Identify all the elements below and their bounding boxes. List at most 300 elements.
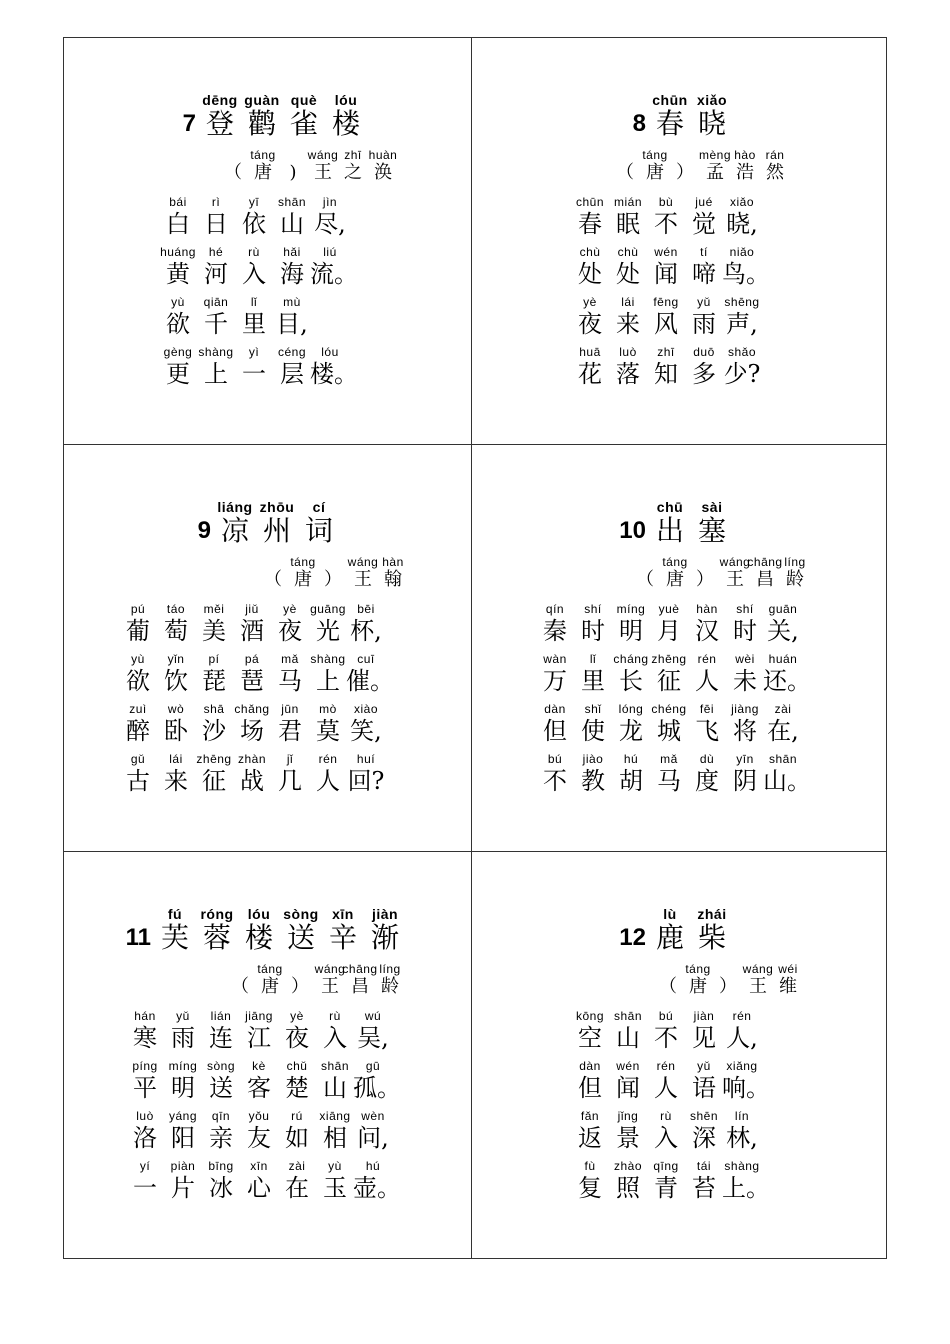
hanzi: 江 xyxy=(247,1024,271,1052)
pinyin: wén xyxy=(616,1059,640,1073)
hanzi: 龄 xyxy=(786,569,804,590)
title-syllable xyxy=(692,93,732,140)
pinyin: piàn xyxy=(170,1159,196,1173)
line-syllable xyxy=(194,752,234,795)
hanzi: 晓 xyxy=(697,107,726,140)
hanzi: 翰 xyxy=(384,569,402,590)
grid-divider-horizontal-1 xyxy=(64,444,886,445)
line-syllable xyxy=(725,702,765,745)
hanzi: 闻 xyxy=(654,260,678,288)
pinyin: xiāng xyxy=(319,1109,351,1123)
hanzi: 昌 xyxy=(351,976,369,997)
pinyin: fǎn xyxy=(580,1109,600,1123)
pinyin: lóu xyxy=(247,906,271,922)
line-syllable xyxy=(649,652,689,695)
pinyin: qiān xyxy=(203,295,229,309)
line-syllable xyxy=(272,245,312,288)
line-syllable xyxy=(272,345,312,388)
line-syllable xyxy=(353,1159,401,1202)
hanzi: 征 xyxy=(202,767,226,795)
hanzi: 催。 xyxy=(346,667,394,695)
hanzi: 尽, xyxy=(314,210,346,238)
pinyin: sài xyxy=(701,499,723,515)
line-syllable xyxy=(570,1109,610,1152)
pinyin: sòng xyxy=(283,906,319,922)
line-syllable xyxy=(570,245,610,288)
pinyin: jǐng xyxy=(617,1109,639,1123)
hanzi: 万 xyxy=(543,667,567,695)
line-syllable xyxy=(763,702,803,745)
hanzi: 处 xyxy=(578,260,602,288)
line-syllable xyxy=(158,195,198,238)
hanzi: 依 xyxy=(242,210,266,238)
hanzi: 人 xyxy=(654,1074,678,1102)
hanzi: 明 xyxy=(171,1074,195,1102)
pinyin: mù xyxy=(283,295,301,309)
line-syllable xyxy=(684,1109,724,1152)
title-syllable xyxy=(155,907,195,954)
pinyin: yáng xyxy=(168,1109,198,1123)
grid-divider-vertical xyxy=(471,38,472,1258)
line-syllable xyxy=(315,1109,355,1152)
pinyin: gū xyxy=(365,1059,381,1073)
line-syllable xyxy=(315,1009,355,1052)
hanzi: 夜 xyxy=(285,1024,309,1052)
pinyin: míng xyxy=(168,1059,198,1073)
hanzi: 不 xyxy=(654,1024,678,1052)
pinyin: yù xyxy=(171,295,185,309)
line-syllable xyxy=(201,1059,241,1102)
pinyin: wò xyxy=(167,702,185,716)
line-syllable xyxy=(234,345,274,388)
line-syllable xyxy=(239,1009,279,1052)
line-syllable xyxy=(649,702,689,745)
line-syllable xyxy=(611,652,651,695)
hanzi: 眠 xyxy=(616,210,640,238)
line-syllable xyxy=(535,702,575,745)
line-syllable xyxy=(315,1059,355,1102)
hanzi: 还。 xyxy=(763,667,811,695)
pinyin: mián xyxy=(613,195,642,209)
line-syllable xyxy=(684,1059,724,1102)
line-syllable xyxy=(608,1109,648,1152)
title-syllable xyxy=(200,93,240,140)
line-syllable xyxy=(194,702,234,745)
line-syllable xyxy=(158,345,198,388)
pinyin: táng xyxy=(685,962,711,976)
pinyin: què xyxy=(290,92,318,108)
pinyin: zhōu xyxy=(259,499,295,515)
hanzi: 琵 xyxy=(202,667,226,695)
hanzi: 上 xyxy=(204,360,228,388)
line-syllable xyxy=(722,345,762,388)
hanzi: 莫 xyxy=(316,717,340,745)
hanzi: 落 xyxy=(616,360,640,388)
line-syllable xyxy=(611,702,651,745)
author-syllable xyxy=(372,962,408,997)
hanzi: 深 xyxy=(692,1124,716,1152)
pinyin: shǐ xyxy=(584,702,602,716)
line-syllable xyxy=(196,195,236,238)
poem-number: 9 xyxy=(197,517,211,544)
pinyin: kè xyxy=(252,1059,266,1073)
pinyin: táo xyxy=(166,602,186,616)
line-syllable xyxy=(158,295,198,338)
hanzi: 风 xyxy=(654,310,678,338)
pinyin: shān xyxy=(768,752,798,766)
pinyin: mèng xyxy=(698,148,732,162)
hanzi: 送 xyxy=(286,921,315,954)
title-syllable xyxy=(650,93,690,140)
pinyin: zuì xyxy=(129,702,147,716)
hanzi: 复 xyxy=(578,1174,602,1202)
line-syllable xyxy=(270,702,310,745)
pinyin: niǎo xyxy=(729,245,755,259)
line-syllable xyxy=(234,245,274,288)
pinyin: mǎ xyxy=(660,752,678,766)
hanzi: 时 xyxy=(733,617,757,645)
pinyin: chāng xyxy=(342,962,378,976)
hanzi: 明 xyxy=(619,617,643,645)
pinyin: luò xyxy=(619,345,637,359)
pinyin: lái xyxy=(621,295,635,309)
line-syllable xyxy=(163,1109,203,1152)
line-syllable xyxy=(234,295,274,338)
hanzi: 卧 xyxy=(164,717,188,745)
hanzi: 词 xyxy=(304,514,333,547)
hanzi: 唐 xyxy=(261,976,279,997)
hanzi: 如 xyxy=(285,1124,309,1152)
pinyin: lù xyxy=(663,906,677,922)
hanzi: 唐 xyxy=(294,569,312,590)
pinyin: lóng xyxy=(618,702,644,716)
hanzi: 笑, xyxy=(350,717,382,745)
hanzi: 空 xyxy=(578,1024,602,1052)
pinyin: zài xyxy=(288,1159,306,1173)
pinyin: róng xyxy=(200,906,234,922)
pinyin: wáng xyxy=(347,555,379,569)
title-syllable xyxy=(692,500,732,547)
hanzi: 王 xyxy=(321,976,339,997)
pinyin: bái xyxy=(169,195,187,209)
hanzi: 友 xyxy=(247,1124,271,1152)
hanzi: 未 xyxy=(733,667,757,695)
hanzi: ） xyxy=(324,569,342,590)
line-syllable xyxy=(573,652,613,695)
hanzi: 夜 xyxy=(278,617,302,645)
pinyin: líng xyxy=(379,962,401,976)
hanzi: 然 xyxy=(766,162,784,183)
pinyin: xiào xyxy=(353,702,378,716)
title-syllable xyxy=(650,500,690,547)
hanzi: 秦 xyxy=(543,617,567,645)
hanzi: 涣 xyxy=(374,162,392,183)
hanzi: 在, xyxy=(767,717,799,745)
line-syllable xyxy=(239,1059,279,1102)
poem-number: 11 xyxy=(125,924,151,951)
hanzi: 鸟。 xyxy=(722,260,770,288)
pinyin: shǎo xyxy=(727,345,757,359)
pinyin: rén xyxy=(732,1009,752,1023)
hanzi: 回? xyxy=(347,767,385,795)
hanzi: 蓉 xyxy=(202,921,231,954)
hanzi: 楚 xyxy=(285,1074,309,1102)
line-syllable xyxy=(118,652,158,695)
line-syllable xyxy=(196,245,236,288)
hanzi: 处 xyxy=(616,260,640,288)
pinyin: fēi xyxy=(699,702,715,716)
hanzi: 阴 xyxy=(733,767,757,795)
hanzi: 返 xyxy=(578,1124,602,1152)
pinyin: mò xyxy=(319,702,337,716)
pinyin: zhī xyxy=(657,345,675,359)
pinyin: rén xyxy=(656,1059,676,1073)
pinyin: huí xyxy=(356,752,376,766)
hanzi: 日 xyxy=(204,210,228,238)
line-syllable xyxy=(722,295,762,338)
line-syllable xyxy=(608,1009,648,1052)
hanzi: 送 xyxy=(209,1074,233,1102)
hanzi: 山 xyxy=(616,1024,640,1052)
line-syllable xyxy=(608,245,648,288)
line-syllable xyxy=(722,245,770,288)
hanzi: 人 xyxy=(316,767,340,795)
hanzi: 少? xyxy=(723,360,761,388)
hanzi: 孟 xyxy=(706,162,724,183)
hanzi: 片 xyxy=(171,1174,195,1202)
hanzi: 醉 xyxy=(126,717,150,745)
pinyin: wén xyxy=(654,245,678,259)
pinyin: chù xyxy=(579,245,601,259)
pinyin: huáng xyxy=(160,245,196,259)
title-syllable xyxy=(239,907,279,954)
hanzi: 知 xyxy=(654,360,678,388)
pinyin: rù xyxy=(660,1109,672,1123)
pinyin: rén xyxy=(697,652,717,666)
pinyin: huán xyxy=(768,652,798,666)
hanzi: 上。 xyxy=(722,1174,770,1202)
hanzi: 楼 xyxy=(244,921,273,954)
hanzi: 王 xyxy=(314,162,332,183)
pinyin: yǔ xyxy=(176,1009,190,1023)
hanzi: 阳 xyxy=(171,1124,195,1152)
hanzi: 美 xyxy=(202,617,226,645)
pinyin: cí xyxy=(312,499,326,515)
pinyin: yǔ xyxy=(697,295,711,309)
line-syllable xyxy=(272,195,312,238)
pinyin: tí xyxy=(700,245,708,259)
pinyin: rén xyxy=(318,752,338,766)
hanzi: 玉 xyxy=(323,1174,347,1202)
pinyin: hàn xyxy=(382,555,404,569)
hanzi: 使 xyxy=(581,717,605,745)
hanzi: 芙 xyxy=(160,921,189,954)
pinyin: xiǎng xyxy=(726,1059,758,1073)
line-syllable xyxy=(118,752,158,795)
hanzi: 声, xyxy=(726,310,758,338)
pinyin: wáng xyxy=(719,555,751,569)
hanzi: 吴, xyxy=(357,1024,389,1052)
author-syllable xyxy=(777,555,813,590)
pinyin: dàn xyxy=(544,702,566,716)
hanzi: 凉 xyxy=(220,514,249,547)
line-syllable xyxy=(125,1009,165,1052)
line-syllable xyxy=(722,1009,762,1052)
pinyin: hàn xyxy=(696,602,718,616)
pinyin: yī xyxy=(248,195,260,209)
line-syllable xyxy=(722,1159,770,1202)
hanzi: （ xyxy=(231,976,249,997)
hanzi: 问, xyxy=(357,1124,389,1152)
line-syllable xyxy=(649,602,689,645)
pinyin: qīng xyxy=(653,1159,679,1173)
pinyin: guān xyxy=(768,602,798,616)
hanzi: 相 xyxy=(323,1124,347,1152)
line-syllable xyxy=(156,602,196,645)
line-syllable xyxy=(646,1109,686,1152)
line-syllable xyxy=(535,602,575,645)
pinyin: jué xyxy=(695,195,713,209)
hanzi: 马 xyxy=(278,667,302,695)
pinyin: shēn xyxy=(689,1109,719,1123)
hanzi: 维 xyxy=(779,976,797,997)
pinyin: gèng xyxy=(163,345,193,359)
hanzi: 不 xyxy=(654,210,678,238)
line-syllable xyxy=(232,702,272,745)
hanzi: 在 xyxy=(285,1174,309,1202)
hanzi: 客 xyxy=(247,1074,271,1102)
pinyin: táng xyxy=(250,148,276,162)
line-syllable xyxy=(310,195,350,238)
pinyin: bú xyxy=(658,1009,674,1023)
pinyin: lián xyxy=(210,1009,232,1023)
hanzi: 欲 xyxy=(126,667,150,695)
hanzi: 里 xyxy=(581,667,605,695)
hanzi: 汉 xyxy=(695,617,719,645)
hanzi: 雀 xyxy=(289,107,318,140)
title-syllable xyxy=(215,500,255,547)
hanzi: 鹿 xyxy=(655,921,684,954)
line-syllable xyxy=(346,652,394,695)
hanzi: 王 xyxy=(749,976,767,997)
pinyin: lóu xyxy=(321,345,339,359)
line-syllable xyxy=(722,1109,762,1152)
line-syllable xyxy=(156,752,196,795)
pinyin: wèi xyxy=(735,652,755,666)
poem-number: 12 xyxy=(619,924,646,951)
pinyin: sòng xyxy=(206,1059,236,1073)
hanzi: ) xyxy=(289,162,297,183)
line-syllable xyxy=(194,652,234,695)
line-syllable xyxy=(118,702,158,745)
line-syllable xyxy=(308,752,348,795)
hanzi: ） xyxy=(676,162,694,183)
hanzi: 语 xyxy=(692,1074,716,1102)
pinyin: luò xyxy=(136,1109,154,1123)
line-syllable xyxy=(573,602,613,645)
title-syllable xyxy=(242,93,282,140)
line-syllable xyxy=(687,752,727,795)
hanzi: 州 xyxy=(262,514,291,547)
hanzi: 登 xyxy=(205,107,234,140)
hanzi: 来 xyxy=(616,310,640,338)
line-syllable xyxy=(163,1159,203,1202)
title-syllable xyxy=(326,93,366,140)
pinyin: wàn xyxy=(543,652,567,666)
pinyin: fú xyxy=(167,906,183,922)
line-syllable xyxy=(646,245,686,288)
pinyin: lóu xyxy=(334,92,358,108)
hanzi: 闻 xyxy=(616,1074,640,1102)
hanzi: 啼 xyxy=(692,260,716,288)
pinyin: chāng xyxy=(747,555,783,569)
hanzi: 但 xyxy=(578,1074,602,1102)
line-syllable xyxy=(646,1159,686,1202)
pinyin: yì xyxy=(248,345,260,359)
hanzi: 花 xyxy=(578,360,602,388)
line-syllable xyxy=(570,345,610,388)
line-syllable xyxy=(570,1009,610,1052)
pinyin: pí xyxy=(208,652,220,666)
hanzi: 雨 xyxy=(171,1024,195,1052)
hanzi: 龄 xyxy=(381,976,399,997)
pinyin: yǒu xyxy=(248,1109,270,1123)
hanzi: 青 xyxy=(654,1174,678,1202)
hanzi: 但 xyxy=(543,717,567,745)
line-syllable xyxy=(194,602,234,645)
pinyin: bēi xyxy=(357,602,375,616)
pinyin: rán xyxy=(765,148,785,162)
hanzi: 不 xyxy=(543,767,567,795)
line-syllable xyxy=(611,602,651,645)
pinyin: xīn xyxy=(332,906,354,922)
line-syllable xyxy=(570,195,610,238)
hanzi: 白 xyxy=(166,210,190,238)
pinyin: chù xyxy=(617,245,639,259)
pinyin: zhào xyxy=(613,1159,643,1173)
hanzi: ） xyxy=(291,976,309,997)
line-syllable xyxy=(310,245,358,288)
pinyin: xiǎo xyxy=(696,92,727,108)
pinyin: shí xyxy=(584,602,602,616)
pinyin: táng xyxy=(642,148,668,162)
line-syllable xyxy=(277,1009,317,1052)
pinyin: céng xyxy=(277,345,307,359)
hanzi: 欲 xyxy=(166,310,190,338)
hanzi: 出 xyxy=(655,514,684,547)
pinyin: jǐ xyxy=(286,752,294,766)
author-syllable xyxy=(757,148,793,183)
hanzi: 楼。 xyxy=(310,360,358,388)
hanzi: 壶。 xyxy=(353,1174,401,1202)
hanzi: 更 xyxy=(166,360,190,388)
pinyin: jìn xyxy=(322,195,338,209)
pinyin: rì xyxy=(211,195,221,209)
line-syllable xyxy=(353,1109,393,1152)
hanzi: 流。 xyxy=(310,260,358,288)
hanzi: 唐 xyxy=(689,976,707,997)
pinyin: lái xyxy=(169,752,183,766)
pinyin: zhēng xyxy=(196,752,232,766)
pinyin: yuè xyxy=(658,602,680,616)
hanzi: 月 xyxy=(657,617,681,645)
pinyin: huàn xyxy=(368,148,398,162)
line-syllable xyxy=(196,345,236,388)
hanzi: 心 xyxy=(247,1174,271,1202)
hanzi: 来 xyxy=(164,767,188,795)
pinyin: yè xyxy=(283,602,297,616)
hanzi: 柴 xyxy=(697,921,726,954)
